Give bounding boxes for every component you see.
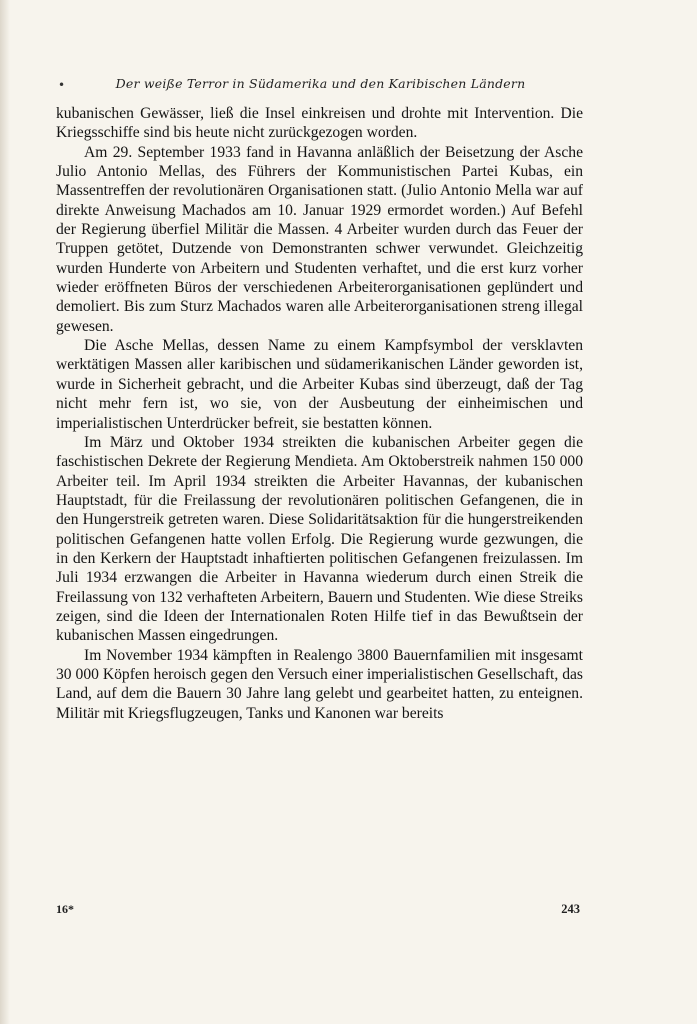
- page-number: 243: [561, 902, 580, 916]
- paragraph: Die Asche Mellas, dessen Name zu einem Kampfsymbol der versklavten werktätigen Massen aller karibischen und südamerikanischen Länder geworden ist, wurde in Sicherheit gebracht, und die Arbeiter Kubas sind überzeugt, daß der Tag nicht mehr fern ist, wo sie, von der Ausbeutung der einheimischen und imperialistischen Unterdrücker befreit, sie bestatten können.: [56, 337, 583, 432]
- paragraph: Im November 1934 kämpften in Realengo 3800 Bauernfamilien mit insgesamt 30 000 Köpfen heroisch gegen den Versuch einer imperialistischen Gesellschaft, das Land, auf dem die Bauern 30 Jahre lang gelebt und gearbeitet hatten, zu enteignen. Militär mit Kriegsflugzeugen, Tanks und Kanonen war bereits: [56, 646, 583, 722]
- page-edge-shadow: [0, 0, 10, 1024]
- signature-mark: 16*: [56, 902, 74, 916]
- paragraph: Am 29. September 1933 fand in Havanna anläßlich der Beisetzung der Asche Julio Antonio Mellas, des Führers der Kommunistischen Partei Kubas, ein Massentreffen der revolutionären Organisationen statt. (Julio Antonio Mella war auf direkte Anweisung Machados am 10. Januar 1929 ermordet worden.) Auf Befehl der Regierung überfiel Militär die Massen. 4 Arbeiter wurden durch das Feuer der Truppen getötet, Dutzende von Demonstranten schwer verwundet. Gleichzeitig wurden Hunderte von Arbeitern und Studenten verhaftet, und die erst kurz vorher wieder eröffneten Büros der verschiedenen Arbeiterorganisationen geplündert und demoliert. Bis zum Sturz Machados waren alle Arbeiterorganisationen streng illegal gewesen.: [56, 143, 583, 335]
- paragraph: kubanischen Gewässer, ließ die Insel einkreisen und drohte mit Intervention. Die Kriegsschiffe sind bis heute nicht zurückgezogen worden.: [56, 105, 583, 142]
- running-title: Der weiße Terror in Südamerika und den Karibischen Ländern: [115, 76, 526, 91]
- body-text: [56, 104, 583, 723]
- header-marker: •: [58, 78, 66, 92]
- paragraph: Im März und Oktober 1934 streikten die kubanischen Arbeiter gegen die faschistischen Dekrete der Regierung Mendieta. Am Oktoberstreik nahmen 150 000 Arbeiter teil. Im April 1934 streikten die Arbeiter Havannas, der kubanischen Hauptstadt, für die Freilassung der revolutionären politischen Gefangenen, die in den Hungerstreik getreten waren. Diese Solidaritätsaktion für die hungerstreikenden politischen Gefangenen hatte vollen Erfolg. Die Regierung wurde gezwungen, die in den Kerkern der Hauptstadt inhaftierten politischen Gefangenen freizulassen. Im Juli 1934 erzwangen die Arbeiter in Havanna wiederum durch einen Streik die Freilassung von 132 verhafteten Arbeitern, Bauern und Studenten. Wie diese Streiks zeigen, sind die Ideen der Internationalen Roten Hilfe tief in das Bewußtsein der kubanischen Massen eingedrungen.: [56, 433, 583, 645]
